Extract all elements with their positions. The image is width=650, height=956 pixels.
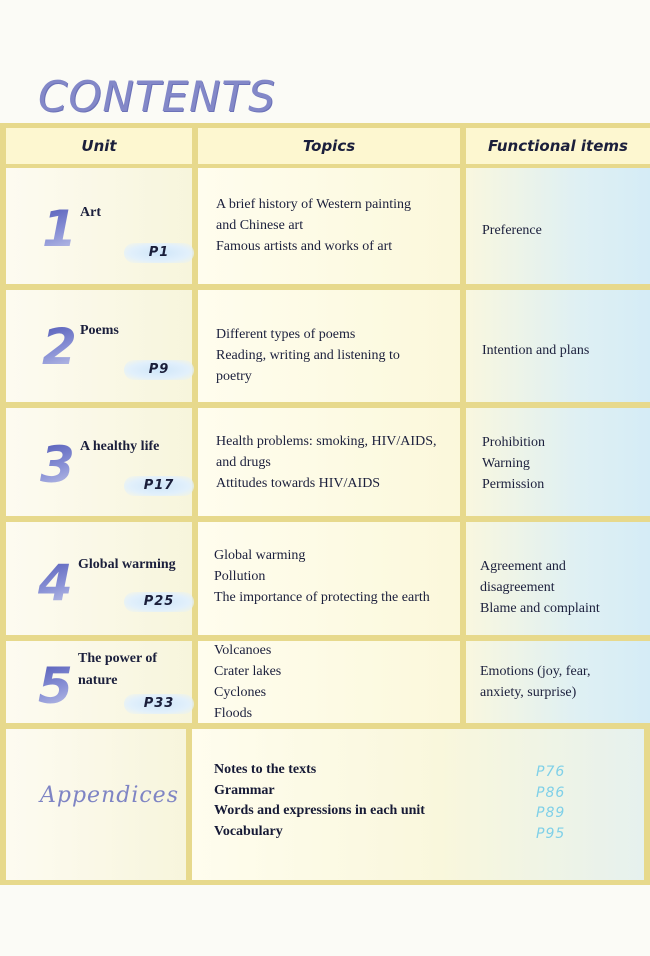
unit-cell [6, 290, 192, 402]
unit-page: P17 [124, 476, 194, 496]
appendix-page: P76 [536, 764, 566, 780]
unit-name: Art [80, 205, 101, 220]
appendix-page: P89 [536, 805, 566, 821]
unit-number: 4 [38, 554, 73, 612]
topics-cell [198, 641, 460, 723]
topic-line: Pollution [214, 569, 266, 584]
appendices-pages [536, 762, 565, 844]
topics-cell [198, 290, 460, 402]
unit-cell [6, 408, 192, 516]
unit-number: 1 [42, 200, 77, 258]
topic-line: Volcanoes [214, 643, 272, 658]
functional-line: Warning [482, 456, 530, 471]
unit-name: A healthy life [80, 439, 160, 454]
topic-line: Cyclones [214, 685, 267, 700]
appendices-title: Appendices [40, 783, 179, 808]
unit-page: P9 [124, 360, 194, 380]
functional-cell [466, 290, 650, 402]
topic-line: Global warming [214, 548, 306, 563]
functional-line: anxiety, surprise) [480, 685, 577, 700]
functional-line: Preference [482, 223, 542, 238]
functional-line: Prohibition [482, 435, 546, 450]
appendix-item: Notes to the texts [214, 762, 317, 777]
topic-line: A brief history of Western painting [216, 197, 411, 212]
unit-name: The power of nature [78, 651, 158, 688]
functional-line: Agreement and [480, 559, 566, 574]
appendix-item: Vocabulary [214, 823, 283, 839]
topic-line: Attitudes towards HIV/AIDS [216, 476, 381, 491]
unit-cell [6, 168, 192, 284]
appendix-page: P86 [536, 784, 566, 801]
topic-line: and Chinese art [216, 218, 304, 233]
topic-line: Different types of poems [216, 327, 356, 342]
topic-line: Crater lakes [214, 664, 282, 679]
topics-cell [198, 168, 460, 284]
functional-line: disagreement [480, 580, 555, 595]
functional-line: Intention and plans [482, 343, 590, 358]
functional-cell [466, 168, 650, 284]
unit-cell [6, 641, 192, 723]
header-topics: Topics [198, 128, 460, 164]
functional-cell [466, 641, 650, 723]
appendix-item: Words and expressions in each unit [214, 803, 425, 818]
topic-line: and drugs [216, 455, 271, 470]
unit-cell [6, 522, 192, 635]
topic-line: Health problems: smoking, HIV/AIDS, [216, 434, 437, 449]
unit-number: 5 [38, 657, 73, 715]
unit-page: P33 [124, 694, 194, 714]
appendix-page: P95 [536, 825, 566, 842]
unit-number: 3 [40, 436, 75, 494]
page-title: CONTENTS [38, 72, 276, 121]
unit-name: Poems [80, 323, 119, 338]
unit-page: P1 [124, 243, 194, 263]
functional-line: Emotions (joy, fear, [480, 664, 591, 679]
unit-page: P25 [124, 592, 194, 612]
topics-cell [198, 408, 460, 516]
header-unit: Unit [6, 128, 192, 164]
unit-number: 2 [42, 318, 77, 376]
topic-line: Floods [214, 706, 253, 721]
appendix-item: Grammar [214, 782, 275, 798]
topic-line: Reading, writing and listening to [216, 348, 400, 363]
functional-cell [466, 522, 650, 635]
topic-line: poetry [216, 369, 252, 384]
functional-line: Permission [482, 477, 545, 492]
header-functional-items: Functional items [466, 128, 650, 164]
topic-line: Famous artists and works of art [216, 239, 393, 254]
functional-cell [466, 408, 650, 516]
appendices-list [214, 760, 425, 842]
functional-line: Blame and complaint [480, 601, 600, 616]
topic-line: The importance of protecting the earth [214, 590, 430, 605]
topics-cell [198, 522, 460, 635]
unit-name: Global warming [78, 557, 176, 572]
